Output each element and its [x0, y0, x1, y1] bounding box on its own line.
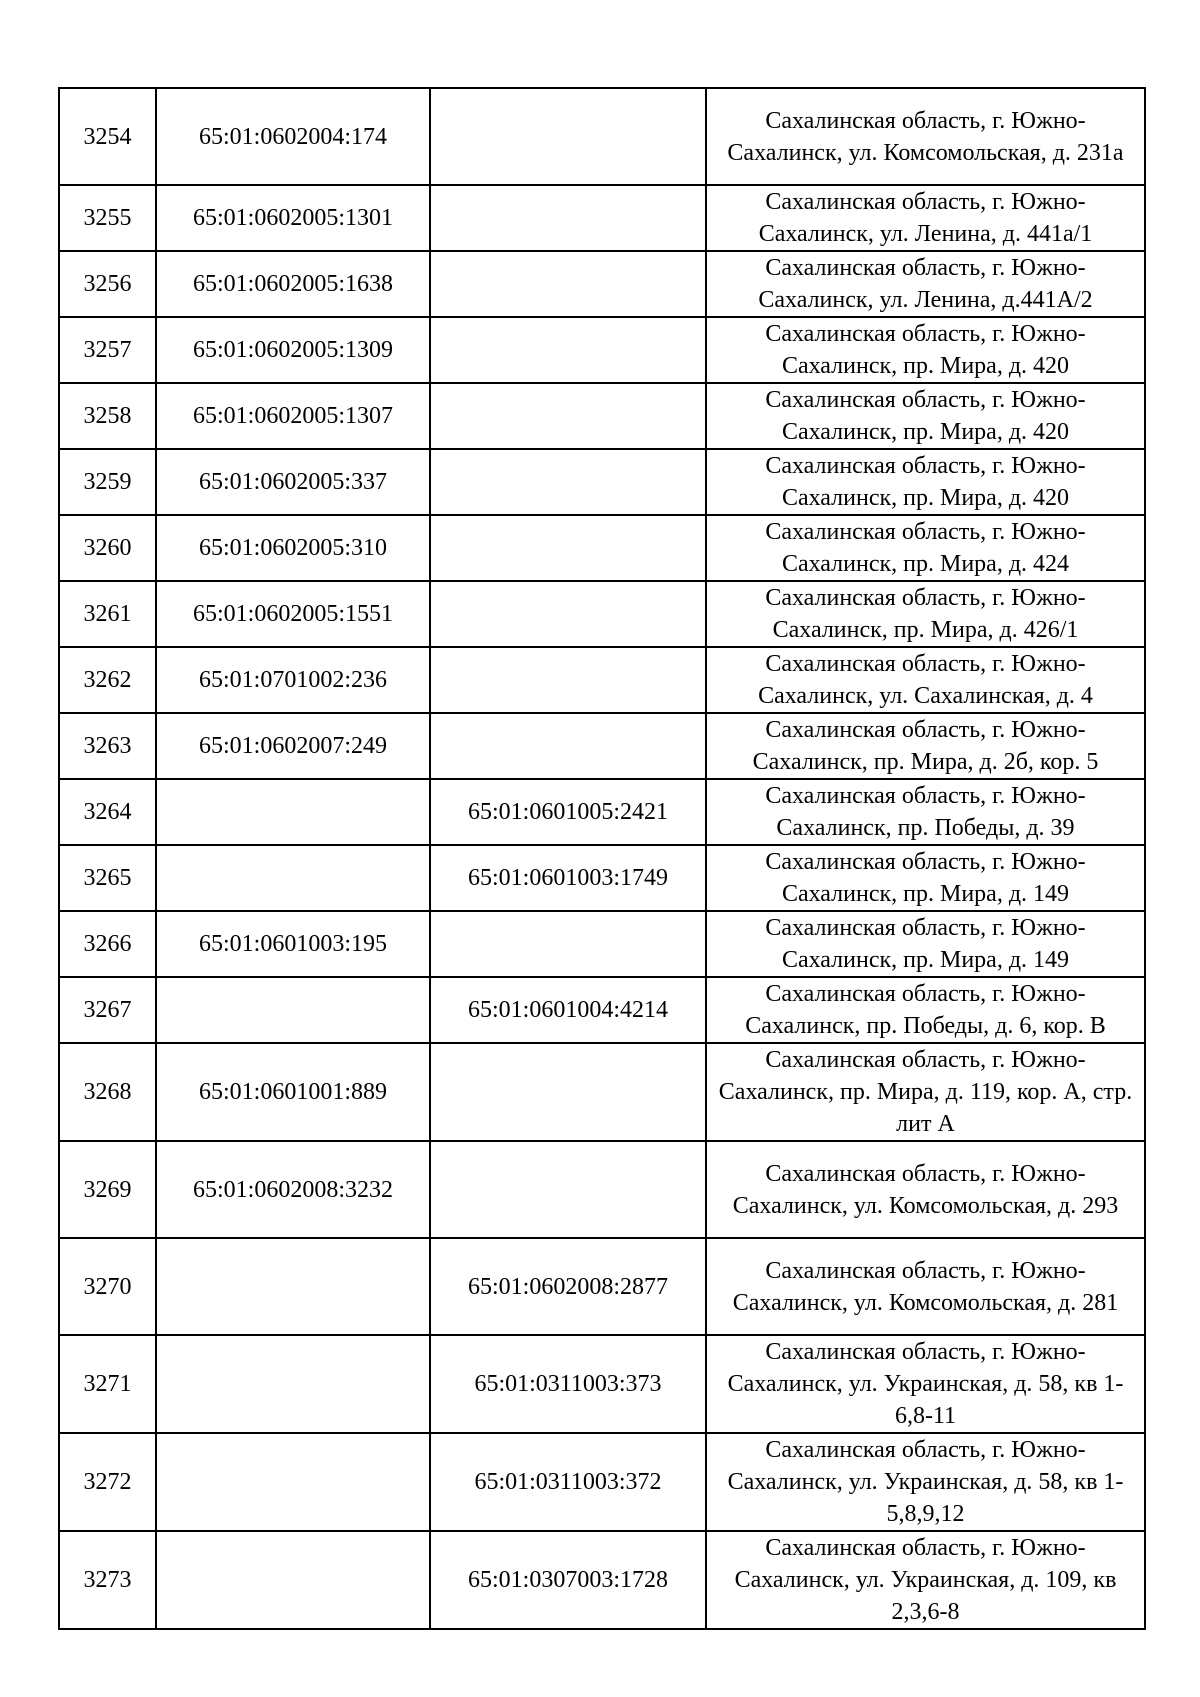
cadastral-building — [430, 185, 706, 251]
address: Сахалинская область, г. Южно-Сахалинск, ул. Украинская, д. 58, кв 1-5,8,9,12 — [706, 1433, 1145, 1531]
table-row — [59, 647, 1145, 713]
table-row — [59, 845, 1145, 911]
cadastral-building — [430, 251, 706, 317]
row-number: 3271 — [59, 1335, 156, 1433]
address: Сахалинская область, г. Южно-Сахалинск, пр. Мира, д. 2б, кор. 5 — [706, 713, 1145, 779]
address: Сахалинская область, г. Южно-Сахалинск, ул. Украинская, д. 109, кв 2,3,6-8 — [706, 1531, 1145, 1629]
cadastral-land — [156, 1531, 430, 1629]
address: Сахалинская область, г. Южно-Сахалинск, ул. Ленина, д.441А/2 — [706, 251, 1145, 317]
row-number: 3263 — [59, 713, 156, 779]
row-number: 3272 — [59, 1433, 156, 1531]
row-number: 3273 — [59, 1531, 156, 1629]
table-row — [59, 185, 1145, 251]
cadastral-land: 65:01:0602005:1301 — [156, 185, 430, 251]
cadastral-building — [430, 88, 706, 185]
address: Сахалинская область, г. Южно-Сахалинск, пр. Победы, д. 6, кор. В — [706, 977, 1145, 1043]
cadastral-building — [430, 581, 706, 647]
cadastral-building: 65:01:0601005:2421 — [430, 779, 706, 845]
address: Сахалинская область, г. Южно-Сахалинск, ул. Комсомольская, д. 293 — [706, 1141, 1145, 1238]
table-row — [59, 449, 1145, 515]
row-number: 3254 — [59, 88, 156, 185]
cadastral-building: 65:01:0602008:2877 — [430, 1238, 706, 1335]
address: Сахалинская область, г. Южно-Сахалинск, пр. Победы, д. 39 — [706, 779, 1145, 845]
cadastral-building — [430, 647, 706, 713]
row-number: 3260 — [59, 515, 156, 581]
row-number: 3268 — [59, 1043, 156, 1141]
cadastral-building: 65:01:0307003:1728 — [430, 1531, 706, 1629]
row-number: 3265 — [59, 845, 156, 911]
row-number: 3266 — [59, 911, 156, 977]
cadastral-land: 65:01:0701002:236 — [156, 647, 430, 713]
cadastral-building — [430, 1141, 706, 1238]
address: Сахалинская область, г. Южно-Сахалинск, пр. Мира, д. 420 — [706, 383, 1145, 449]
cadastral-land — [156, 1335, 430, 1433]
table-row — [59, 1043, 1145, 1141]
table-row — [59, 1238, 1145, 1335]
row-number: 3261 — [59, 581, 156, 647]
table-row — [59, 88, 1145, 185]
cadastral-building — [430, 911, 706, 977]
cadastral-land: 65:01:0602005:337 — [156, 449, 430, 515]
cadastral-land — [156, 779, 430, 845]
table-row — [59, 1531, 1145, 1629]
row-number: 3255 — [59, 185, 156, 251]
cadastral-building: 65:01:0311003:372 — [430, 1433, 706, 1531]
address: Сахалинская область, г. Южно-Сахалинск, ул. Ленина, д. 441а/1 — [706, 185, 1145, 251]
cadastral-land — [156, 1238, 430, 1335]
address: Сахалинская область, г. Южно-Сахалинск, пр. Мира, д. 420 — [706, 317, 1145, 383]
cadastral-land — [156, 1433, 430, 1531]
address: Сахалинская область, г. Южно-Сахалинск, ул. Украинская, д. 58, кв 1-6,8-11 — [706, 1335, 1145, 1433]
cadastral-building — [430, 1043, 706, 1141]
cadastral-building: 65:01:0601003:1749 — [430, 845, 706, 911]
address: Сахалинская область, г. Южно-Сахалинск, пр. Мира, д. 149 — [706, 845, 1145, 911]
cadastral-building: 65:01:0601004:4214 — [430, 977, 706, 1043]
registry-table — [58, 87, 1146, 1630]
cadastral-land: 65:01:0601001:889 — [156, 1043, 430, 1141]
row-number: 3257 — [59, 317, 156, 383]
row-number: 3267 — [59, 977, 156, 1043]
address: Сахалинская область, г. Южно-Сахалинск, пр. Мира, д. 424 — [706, 515, 1145, 581]
address: Сахалинская область, г. Южно-Сахалинск, ул. Комсомольская, д. 281 — [706, 1238, 1145, 1335]
address: Сахалинская область, г. Южно-Сахалинск, пр. Мира, д. 119, кор. А, стр. лит А — [706, 1043, 1145, 1141]
table-row — [59, 1433, 1145, 1531]
cadastral-land: 65:01:0601003:195 — [156, 911, 430, 977]
cadastral-land: 65:01:0602005:1551 — [156, 581, 430, 647]
row-number: 3259 — [59, 449, 156, 515]
table-row — [59, 251, 1145, 317]
row-number: 3264 — [59, 779, 156, 845]
cadastral-land: 65:01:0602005:310 — [156, 515, 430, 581]
row-number: 3258 — [59, 383, 156, 449]
address: Сахалинская область, г. Южно-Сахалинск, ул. Комсомольская, д. 231а — [706, 88, 1145, 185]
address: Сахалинская область, г. Южно-Сахалинск, пр. Мира, д. 426/1 — [706, 581, 1145, 647]
cadastral-land: 65:01:0602005:1309 — [156, 317, 430, 383]
cadastral-building — [430, 383, 706, 449]
cadastral-building — [430, 713, 706, 779]
table-row — [59, 977, 1145, 1043]
cadastral-building — [430, 449, 706, 515]
table-row — [59, 317, 1145, 383]
cadastral-land: 65:01:0602004:174 — [156, 88, 430, 185]
cadastral-land — [156, 977, 430, 1043]
table-row — [59, 383, 1145, 449]
table-row — [59, 911, 1145, 977]
cadastral-land: 65:01:0602007:249 — [156, 713, 430, 779]
address: Сахалинская область, г. Южно-Сахалинск, пр. Мира, д. 149 — [706, 911, 1145, 977]
table-row — [59, 1141, 1145, 1238]
table-row — [59, 581, 1145, 647]
table-row — [59, 515, 1145, 581]
cadastral-land: 65:01:0602005:1638 — [156, 251, 430, 317]
row-number: 3262 — [59, 647, 156, 713]
table-row — [59, 779, 1145, 845]
address: Сахалинская область, г. Южно-Сахалинск, ул. Сахалинская, д. 4 — [706, 647, 1145, 713]
cadastral-building: 65:01:0311003:373 — [430, 1335, 706, 1433]
cadastral-land: 65:01:0602008:3232 — [156, 1141, 430, 1238]
cadastral-building — [430, 515, 706, 581]
table-row — [59, 713, 1145, 779]
address: Сахалинская область, г. Южно-Сахалинск, пр. Мира, д. 420 — [706, 449, 1145, 515]
row-number: 3256 — [59, 251, 156, 317]
row-number: 3269 — [59, 1141, 156, 1238]
cadastral-land — [156, 845, 430, 911]
cadastral-land: 65:01:0602005:1307 — [156, 383, 430, 449]
table-row — [59, 1335, 1145, 1433]
row-number: 3270 — [59, 1238, 156, 1335]
cadastral-building — [430, 317, 706, 383]
